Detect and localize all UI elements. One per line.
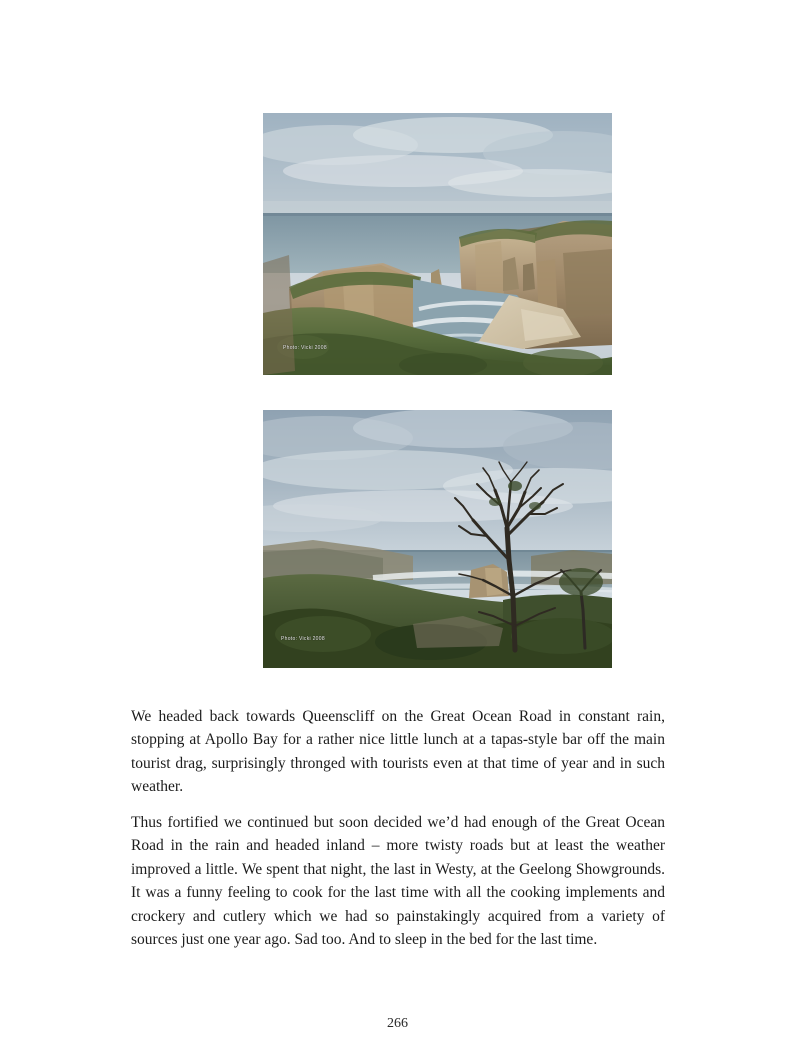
figure-twelve-apostles-cliffs (263, 113, 612, 375)
figure-1-photo-credit: Photo: Vicki 2008 (283, 345, 327, 351)
figure-coastal-tree-lookout (263, 410, 612, 668)
twelve-apostles-cliffs-photo (263, 113, 612, 375)
figure-2-photo-credit: Photo: Vicki 2008 (281, 636, 325, 642)
body-paragraph-1: We headed back towards Queenscliff on the Great Ocean Road in constant rain, stopping at Apollo Bay for a rather nice little lunch at a tapas-style bar off the main tourist drag, surprisingly thronged with tourists even at that time of year and in such weather. (131, 707, 665, 795)
body-paragraph-2: Thus fortified we continued but soon decided we’d had enough of the Great Ocean Road in the rain and headed inland – more twisty roads but at least the weather improved a little. We spent that night, the last in Westy, at the Geelong Showgrounds. It was a funny feeling to cook for the last time with all the cooking implements and crockery and cutlery which we had so painstakingly acquired from a variety of sources just one year ago. Sad too. And to sleep in the bed for the last time. (131, 813, 665, 948)
page-number: 266 (387, 1016, 408, 1031)
coastal-tree-lookout-photo (263, 410, 612, 668)
